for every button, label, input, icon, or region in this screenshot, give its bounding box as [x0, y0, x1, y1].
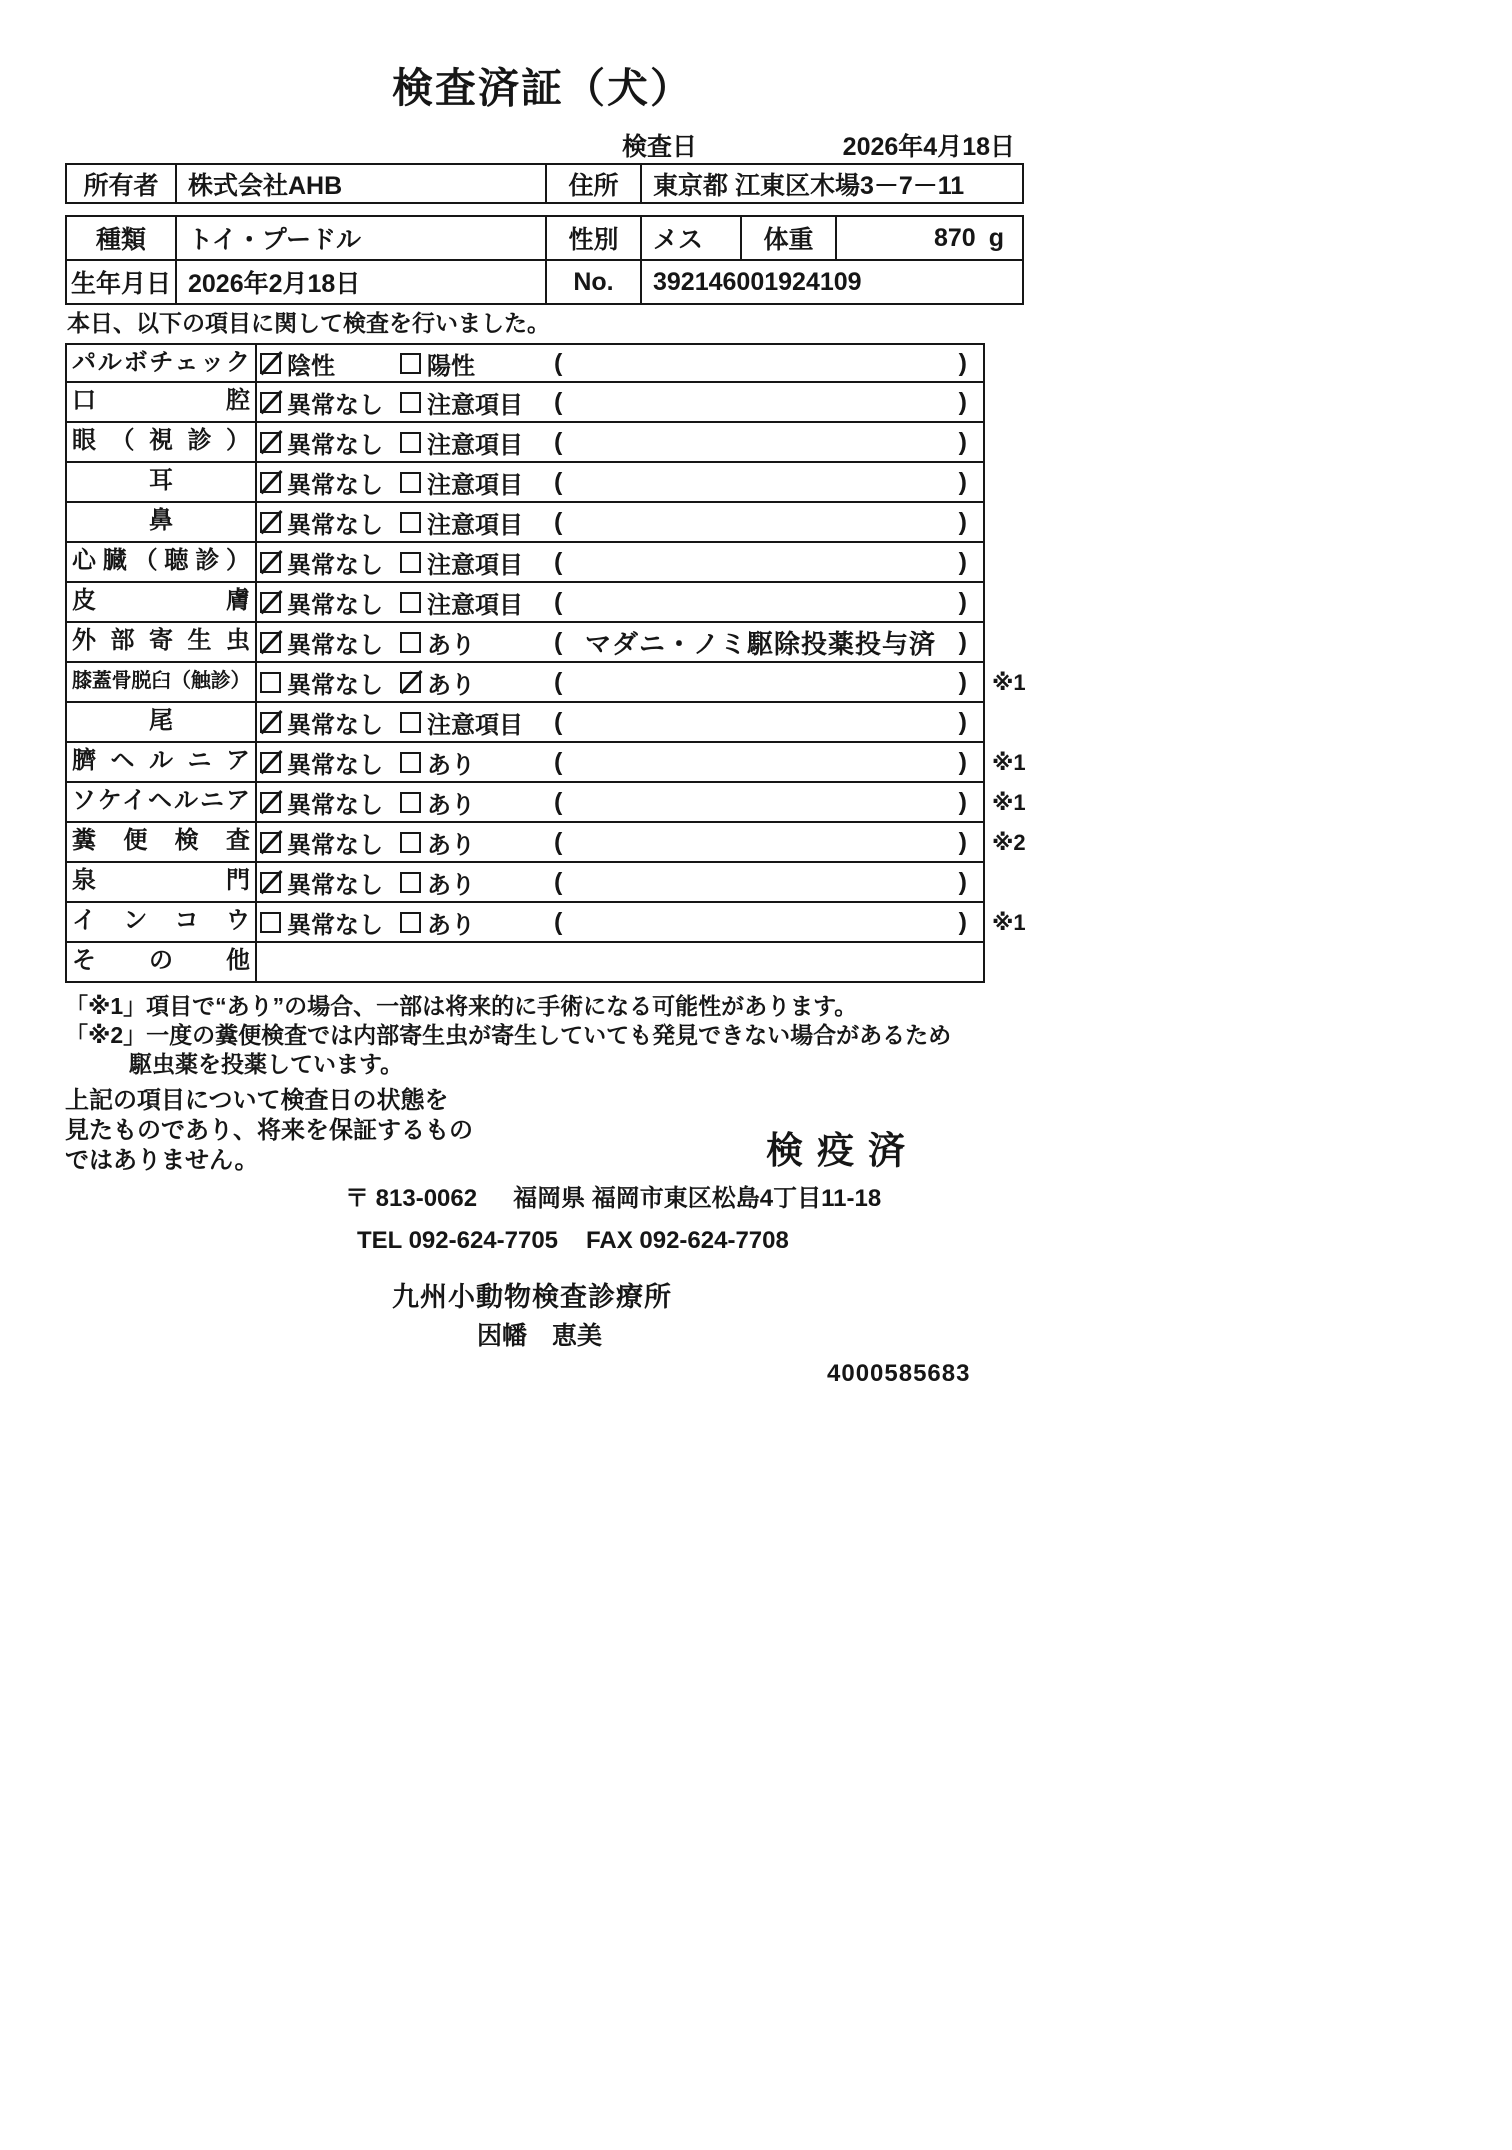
- close-paren: ): [958, 907, 967, 936]
- checkbox-icon: [260, 832, 281, 853]
- option-2-label: あり: [427, 631, 475, 659]
- table-row: [65, 903, 1040, 943]
- option-2-label: 注意項目: [427, 591, 523, 619]
- option-2-label: 注意項目: [427, 431, 523, 459]
- row-inner: [65, 423, 985, 463]
- option-1-label: 異常なし: [287, 511, 383, 539]
- row-inner: [65, 383, 985, 423]
- pet-detail-table: [65, 215, 1024, 305]
- footnote-2: 「※2」一度の糞便検査では内部寄生虫が寄生していても発見できない場合があるため: [65, 1022, 952, 1048]
- checkbox-icon: [260, 792, 281, 813]
- row-body: [257, 543, 983, 581]
- option-1-label: 異常なし: [287, 911, 383, 939]
- owner-row: [67, 165, 1022, 202]
- option-2: [400, 745, 550, 780]
- option-1: [260, 705, 400, 740]
- breed-row: [67, 217, 1022, 259]
- result-parentheses: [550, 788, 983, 817]
- close-paren: ): [958, 467, 967, 496]
- option-1: [260, 745, 400, 780]
- row-inner: [65, 543, 985, 583]
- breed-value: トイ・プードル: [177, 217, 547, 259]
- option-2: [400, 385, 550, 420]
- footnote-1: 「※1」項目で“あり”の場合、一部は将来的に手術になる可能性があります。: [65, 993, 858, 1019]
- table-row: [65, 663, 1040, 703]
- option-2-label: 注意項目: [427, 711, 523, 739]
- checkbox-icon: [400, 552, 421, 573]
- checkbox-icon: [260, 712, 281, 733]
- open-paren: (: [554, 507, 563, 536]
- open-paren: (: [554, 627, 563, 656]
- checkbox-icon: [400, 752, 421, 773]
- option-1-label: 異常なし: [287, 871, 383, 899]
- intro-text: 本日、以下の項目に関して検査を行いました。: [67, 310, 550, 336]
- close-paren: ): [958, 507, 967, 536]
- option-2-label: あり: [427, 671, 475, 699]
- item-label: 鼻: [67, 503, 257, 541]
- item-label: 外部寄生虫: [67, 623, 257, 661]
- birth-value: 2026年2月18日: [177, 261, 547, 303]
- option-1-label: 異常なし: [287, 391, 383, 419]
- option-2: [400, 545, 550, 580]
- result-parentheses: [550, 588, 983, 617]
- option-1-label: 異常なし: [287, 671, 383, 699]
- table-row: [65, 343, 1040, 383]
- veterinarian-name: 因幡 恵美: [477, 1322, 603, 1350]
- option-1-label: 異常なし: [287, 631, 383, 659]
- checkbox-icon: [260, 752, 281, 773]
- option-2-label: あり: [427, 791, 475, 819]
- row-inner: [65, 943, 985, 983]
- disclaimer-text: [65, 1086, 473, 1176]
- row-inner: [65, 863, 985, 903]
- checkbox-icon: [400, 872, 421, 893]
- item-label: パルボチェック: [67, 345, 257, 381]
- row-inner: [65, 703, 985, 743]
- item-label: 眼（視診）: [67, 423, 257, 461]
- inspection-date-row: [622, 127, 1015, 163]
- clinic-address: 福岡県 福岡市東区松島4丁目11-18: [513, 1185, 882, 1212]
- close-paren: ): [958, 348, 967, 377]
- open-paren: (: [554, 547, 563, 576]
- table-row: [65, 863, 1040, 903]
- option-1: [260, 425, 400, 460]
- checkbox-icon: [400, 592, 421, 613]
- note-mark: [985, 463, 1040, 503]
- table-row: [65, 703, 1040, 743]
- note-mark: [985, 343, 1040, 383]
- checkbox-icon: [400, 912, 421, 933]
- close-paren: ): [958, 387, 967, 416]
- checkbox-icon: [400, 432, 421, 453]
- result-parentheses: [550, 548, 983, 577]
- checkbox-icon: [400, 512, 421, 533]
- result-parentheses: [550, 624, 983, 661]
- close-paren: ): [958, 587, 967, 616]
- tel-number: TEL 092-624-7705: [357, 1227, 559, 1254]
- option-1: [260, 865, 400, 900]
- certificate-title: 検査済証（犬）: [392, 65, 693, 111]
- result-parentheses: [550, 388, 983, 417]
- row-body: [257, 903, 983, 941]
- option-1: [260, 585, 400, 620]
- checkbox-icon: [400, 632, 421, 653]
- note-mark: [985, 383, 1040, 423]
- option-2: [400, 785, 550, 820]
- checkbox-icon: [260, 632, 281, 653]
- option-2-label: あり: [427, 911, 475, 939]
- table-row: [65, 783, 1040, 823]
- option-2: [400, 665, 550, 700]
- option-1: [260, 465, 400, 500]
- row-inner: [65, 503, 985, 543]
- row-inner: [65, 623, 985, 663]
- disclaimer-line-3: ではありません。: [65, 1147, 259, 1174]
- open-paren: (: [554, 387, 563, 416]
- option-2-label: あり: [427, 831, 475, 859]
- note-mark: ※1: [992, 910, 1026, 935]
- note-mark: ※1: [992, 750, 1026, 775]
- table-row: [65, 743, 1040, 783]
- result-parentheses: [550, 468, 983, 497]
- item-label: 膝蓋骨脱臼（触診）: [67, 663, 257, 701]
- sex-label: 性別: [547, 217, 642, 259]
- option-1: [260, 905, 400, 940]
- result-parentheses: [550, 868, 983, 897]
- option-1: [260, 346, 400, 381]
- row-body: [257, 863, 983, 901]
- address-value: 東京都 江東区木場3－7－11: [653, 171, 965, 200]
- note-mark: [985, 423, 1040, 463]
- option-2: [400, 585, 550, 620]
- option-1-label: 異常なし: [287, 591, 383, 619]
- close-paren: ): [958, 627, 967, 656]
- note-mark: [985, 943, 1040, 983]
- row-inner: [65, 903, 985, 943]
- row-body: [257, 463, 983, 501]
- row-inner: [65, 783, 985, 823]
- owner-table: [65, 163, 1024, 204]
- note-mark: ※2: [992, 830, 1026, 855]
- table-row: [65, 423, 1040, 463]
- row-body: [257, 503, 983, 541]
- table-row: [65, 623, 1040, 663]
- note-mark: [985, 503, 1040, 543]
- postal-code: 〒 813-0062: [345, 1185, 478, 1212]
- option-1: [260, 545, 400, 580]
- note-mark: ※1: [992, 790, 1026, 815]
- table-row: [65, 583, 1040, 623]
- option-1-label: 異常なし: [287, 831, 383, 859]
- close-paren: ): [958, 867, 967, 896]
- row-body: [257, 383, 983, 421]
- table-row: [65, 463, 1040, 503]
- clinic-address-line: [345, 1178, 881, 1213]
- option-2-label: 注意項目: [427, 511, 523, 539]
- serial-number: 4000585683: [827, 1360, 971, 1387]
- clinic-contact-line: [357, 1227, 789, 1255]
- sex-value: メス: [642, 217, 742, 259]
- result-parentheses: [550, 508, 983, 537]
- open-paren: (: [554, 867, 563, 896]
- weight-value: 870: [934, 223, 976, 252]
- clinic-name: 九州小動物検査診療所: [392, 1282, 672, 1312]
- result-parentheses: [550, 708, 983, 737]
- checkbox-icon: [260, 353, 281, 374]
- checkbox-icon: [400, 353, 421, 374]
- checkbox-icon: [260, 592, 281, 613]
- row-body: [257, 663, 983, 701]
- item-label: 泉門: [67, 863, 257, 901]
- checkbox-icon: [260, 392, 281, 413]
- option-1: [260, 625, 400, 660]
- result-text: マダニ・ノミ駆除投薬投与済: [584, 628, 936, 659]
- option-2-label: 陽性: [427, 352, 475, 380]
- close-paren: ): [958, 547, 967, 576]
- item-label: その他: [67, 943, 257, 981]
- address-label: 住所: [547, 165, 642, 202]
- inspection-date-value: 2026年4月18日: [842, 133, 1015, 161]
- weight-cell: [837, 217, 1022, 259]
- option-2: [400, 825, 550, 860]
- result-parentheses: [550, 828, 983, 857]
- item-label: 糞便検査: [67, 823, 257, 861]
- owner-label: 所有者: [67, 165, 177, 202]
- open-paren: (: [554, 827, 563, 856]
- option-1: [260, 385, 400, 420]
- table-row: [65, 543, 1040, 583]
- checkbox-icon: [400, 712, 421, 733]
- close-paren: ): [958, 707, 967, 736]
- row-body: [257, 423, 983, 461]
- row-inner: [65, 743, 985, 783]
- item-label: インコウ: [67, 903, 257, 941]
- table-row: [65, 383, 1040, 423]
- row-body: [257, 345, 983, 381]
- checkbox-icon: [260, 472, 281, 493]
- option-1-label: 異常なし: [287, 431, 383, 459]
- close-paren: ): [958, 667, 967, 696]
- birth-row: [67, 259, 1022, 303]
- checkbox-icon: [260, 672, 281, 693]
- note-mark: ※1: [992, 670, 1026, 695]
- checkbox-icon: [260, 432, 281, 453]
- note-mark: [985, 543, 1040, 583]
- option-2-label: 注意項目: [427, 551, 523, 579]
- open-paren: (: [554, 787, 563, 816]
- birth-label: 生年月日: [67, 261, 177, 303]
- item-label: ソケイヘルニア: [67, 783, 257, 821]
- row-inner: [65, 663, 985, 703]
- weight-label: 体重: [742, 217, 837, 259]
- item-label: 心臓（聴診）: [67, 543, 257, 581]
- table-row: [65, 823, 1040, 863]
- open-paren: (: [554, 667, 563, 696]
- result-parentheses: [550, 908, 983, 937]
- option-1: [260, 785, 400, 820]
- no-value: 392146001924109: [653, 267, 862, 296]
- row-inner: [65, 823, 985, 863]
- option-1-label: 異常なし: [287, 711, 383, 739]
- footnote-2-continued: 駆虫薬を投薬しています。: [129, 1051, 404, 1077]
- option-1: [260, 825, 400, 860]
- checkbox-icon: [260, 872, 281, 893]
- option-1-label: 異常なし: [287, 751, 383, 779]
- row-inner: [65, 583, 985, 623]
- note-mark: [985, 703, 1040, 743]
- option-2: [400, 865, 550, 900]
- disclaimer-line-1: 上記の項目について検査日の状態を: [65, 1087, 449, 1114]
- note-mark: [985, 863, 1040, 903]
- checkbox-icon: [260, 552, 281, 573]
- close-paren: ): [958, 747, 967, 776]
- inspection-date-label: 検査日: [622, 133, 698, 161]
- open-paren: (: [554, 467, 563, 496]
- table-row: [65, 503, 1040, 543]
- result-parentheses: [550, 428, 983, 457]
- item-label: 臍ヘルニア: [67, 743, 257, 781]
- checkbox-icon: [400, 792, 421, 813]
- option-2-label: 注意項目: [427, 471, 523, 499]
- result-parentheses: [550, 349, 983, 378]
- item-label: 皮膚: [67, 583, 257, 621]
- option-1-label: 異常なし: [287, 791, 383, 819]
- row-inner: [65, 463, 985, 503]
- option-2-label: あり: [427, 751, 475, 779]
- row-inner: [65, 343, 985, 383]
- option-2-label: あり: [427, 871, 475, 899]
- option-2: [400, 705, 550, 740]
- result-parentheses: [550, 668, 983, 697]
- option-2: [400, 505, 550, 540]
- no-label: No.: [547, 261, 642, 303]
- checkbox-icon: [400, 672, 421, 693]
- option-2-label: 注意項目: [427, 391, 523, 419]
- option-1-label: 陰性: [287, 352, 335, 380]
- checkbox-icon: [260, 912, 281, 933]
- row-body: [257, 943, 983, 981]
- fax-number: FAX 092-624-7708: [586, 1227, 789, 1254]
- checkbox-icon: [260, 512, 281, 533]
- option-2: [400, 625, 550, 660]
- row-body: [257, 823, 983, 861]
- open-paren: (: [554, 907, 563, 936]
- checkbox-icon: [400, 392, 421, 413]
- weight-unit: g: [988, 223, 1004, 252]
- close-paren: ): [958, 427, 967, 456]
- open-paren: (: [554, 747, 563, 776]
- option-1: [260, 505, 400, 540]
- row-body: [257, 623, 983, 661]
- option-2: [400, 905, 550, 940]
- disclaimer-line-2: 見たものであり、将来を保証するもの: [65, 1117, 473, 1144]
- option-1-label: 異常なし: [287, 471, 383, 499]
- option-1: [260, 665, 400, 700]
- open-paren: (: [554, 427, 563, 456]
- checkbox-icon: [400, 472, 421, 493]
- note-mark: [985, 583, 1040, 623]
- checkbox-icon: [400, 832, 421, 853]
- footnotes: [65, 992, 951, 1079]
- close-paren: ): [958, 787, 967, 816]
- option-2: [400, 425, 550, 460]
- option-1-label: 異常なし: [287, 551, 383, 579]
- quarantine-stamp: 検疫済: [766, 1130, 919, 1171]
- inspection-table: [65, 343, 1040, 983]
- result-parentheses: [550, 748, 983, 777]
- owner-value: 株式会社AHB: [177, 165, 547, 202]
- item-label: 尾: [67, 703, 257, 741]
- row-body: [257, 583, 983, 621]
- breed-label: 種類: [67, 217, 177, 259]
- row-body: [257, 783, 983, 821]
- option-2: [400, 346, 550, 381]
- close-paren: ): [958, 827, 967, 856]
- row-body: [257, 743, 983, 781]
- option-2: [400, 465, 550, 500]
- row-body: [257, 703, 983, 741]
- table-row: [65, 943, 1040, 983]
- item-label: 耳: [67, 463, 257, 501]
- open-paren: (: [554, 587, 563, 616]
- item-label: 口腔: [67, 383, 257, 421]
- open-paren: (: [554, 348, 563, 377]
- open-paren: (: [554, 707, 563, 736]
- note-mark: [985, 623, 1040, 663]
